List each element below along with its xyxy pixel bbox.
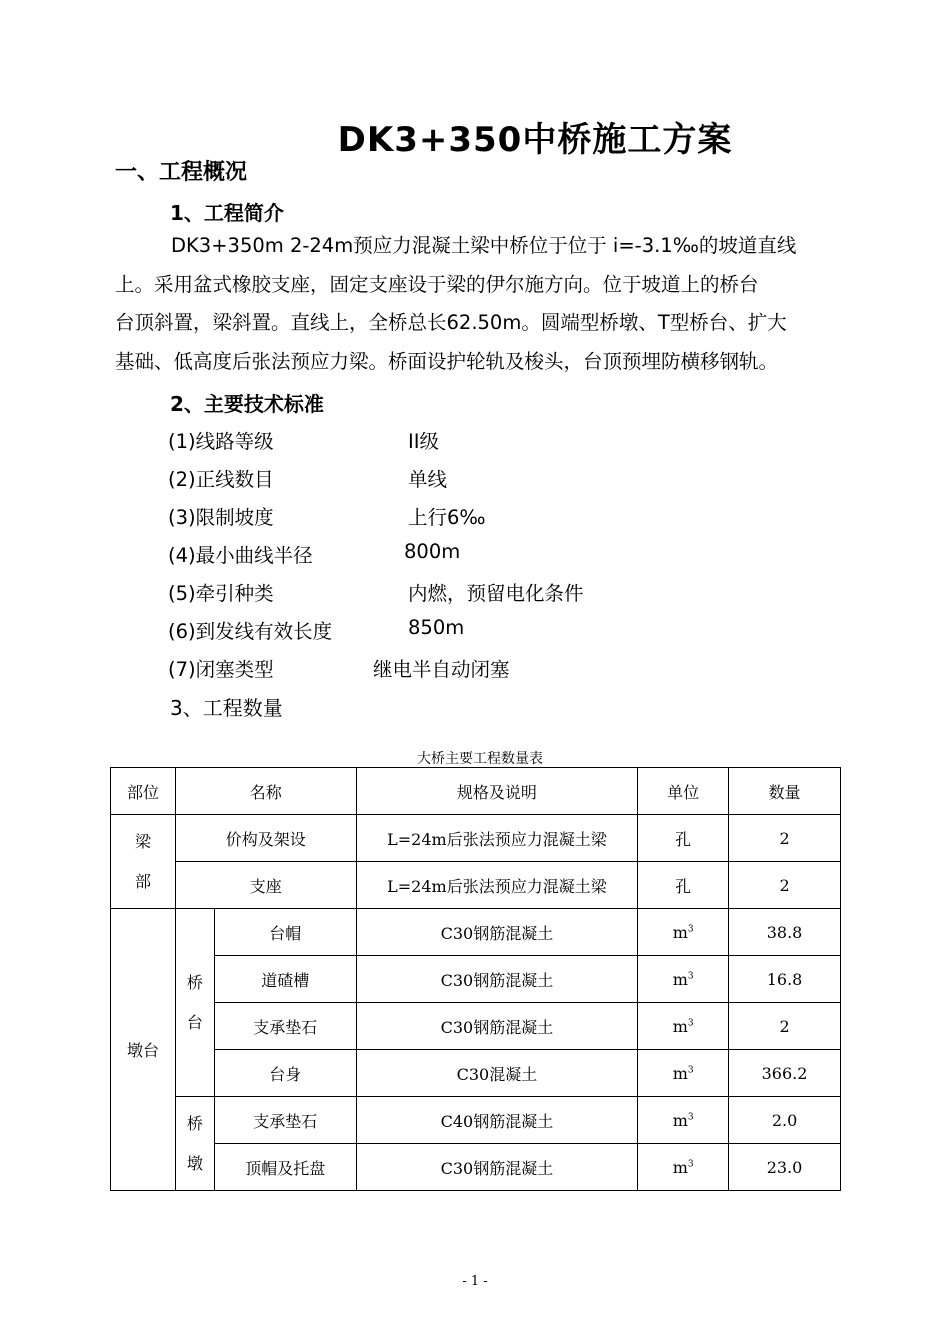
unit-sup: 3 [687, 1159, 694, 1170]
unit-text: m [672, 1016, 688, 1036]
table-caption: 大桥主要工程数量表 [417, 751, 543, 767]
unit-sup: 3 [687, 1018, 694, 1029]
group-char: 梁 [134, 831, 151, 851]
cell-spec: C40钢筋混凝土 [356, 1097, 638, 1144]
subgroup-abutment [175, 909, 214, 1097]
unit-text: m [672, 969, 688, 989]
cell-spec: C30钢筋混凝土 [356, 1144, 638, 1191]
unit-sup: 3 [687, 971, 694, 982]
table-row [111, 1050, 841, 1097]
header-part: 部位 [111, 768, 176, 815]
header-qty: 数量 [729, 768, 841, 815]
cell-spec: L=24m后张法预应力混凝土梁 [356, 815, 638, 862]
header-spec: 规格及说明 [356, 768, 638, 815]
group-pier: 墩台 [111, 909, 176, 1191]
standard-value: 内燃，预留电化条件 [408, 582, 584, 605]
unit-sup: 3 [687, 1065, 694, 1076]
unit-text: m [672, 1157, 688, 1177]
standard-item [168, 540, 461, 568]
cell-qty: 23.0 [729, 1144, 841, 1191]
intro-line: 基础、低高度后张法预应力梁。桥面设护轮轨及梭头，台顶预埋防横移钢轨。 [115, 349, 779, 373]
table-row [111, 862, 841, 909]
unit-text: m [672, 1063, 688, 1083]
table-row [111, 1097, 841, 1144]
cell-name: 道碴槽 [214, 956, 356, 1003]
standard-label: (4)最小曲线半径 [168, 544, 313, 567]
cell-qty: 2 [729, 1003, 841, 1050]
standard-item [168, 464, 448, 492]
header-name: 名称 [175, 768, 356, 815]
cell-qty: 2 [729, 862, 841, 909]
group-beam [111, 815, 176, 909]
intro-paragraph [115, 227, 845, 381]
standard-item [168, 426, 440, 454]
standard-value: II级 [408, 430, 440, 453]
cell-spec: C30钢筋混凝土 [356, 1003, 638, 1050]
group-char: 部 [134, 871, 151, 891]
cell-spec: C30钢筋混凝土 [356, 956, 638, 1003]
table-row [111, 1144, 841, 1191]
section-heading: 一、工程概况 [115, 160, 248, 185]
unit-text: m [672, 1110, 688, 1130]
cell-name: 台身 [214, 1050, 356, 1097]
quantity-table [110, 767, 841, 1191]
unit-sup: 3 [687, 1112, 694, 1123]
standard-label: (5)牵引种类 [168, 582, 274, 605]
standard-item [168, 578, 584, 606]
standard-label: (7)闭塞类型 [168, 658, 274, 681]
cell-unit [638, 1097, 729, 1144]
cell-name: 台帽 [214, 909, 356, 956]
cell-unit [638, 1050, 729, 1097]
table-row [111, 815, 841, 862]
standard-label: (6)到发线有效长度 [168, 620, 333, 643]
subsection-heading-2: 2、主要技术标准 [170, 392, 324, 416]
standard-value: 继电半自动闭塞 [373, 658, 510, 681]
cell-unit: 孔 [638, 862, 729, 909]
cell-name: 支座 [175, 862, 356, 909]
cell-unit [638, 956, 729, 1003]
cell-name: 顶帽及托盘 [214, 1144, 356, 1191]
standard-value: 850m [408, 616, 465, 639]
unit-sup: 3 [687, 924, 694, 935]
cell-name: 价构及架设 [175, 815, 356, 862]
standard-label: (2)正线数目 [168, 468, 274, 491]
standard-value: 上行6‰ [408, 506, 486, 529]
cell-qty: 2.0 [729, 1097, 841, 1144]
cell-unit [638, 1003, 729, 1050]
table-row [111, 909, 841, 956]
cell-unit [638, 909, 729, 956]
cell-spec: L=24m后张法预应力混凝土梁 [356, 862, 638, 909]
cell-qty: 2 [729, 815, 841, 862]
page-number: - 1 - [462, 1274, 488, 1289]
subgroup-pier [175, 1097, 214, 1191]
page-title: DK3+350中桥施工方案 [337, 120, 733, 160]
standard-item [168, 654, 510, 682]
table-row [111, 956, 841, 1003]
intro-line: 上。采用盆式橡胶支座，固定支座设于梁的伊尔施方向。位于坡道上的桥台 [115, 272, 759, 296]
cell-spec: C30钢筋混凝土 [356, 909, 638, 956]
header-unit: 单位 [638, 768, 729, 815]
standard-label: (3)限制坡度 [168, 506, 274, 529]
intro-line: DK3+350m 2-24m预应力混凝土梁中桥位于位于 i=-3.1‰的坡道直线 [171, 234, 797, 257]
table-row [111, 1003, 841, 1050]
subsection-heading-1: 1、工程简介 [170, 201, 284, 225]
cell-qty: 16.8 [729, 956, 841, 1003]
cell-spec: C30混凝土 [356, 1050, 638, 1097]
group-char: 桥 [186, 972, 203, 992]
subsection-heading-3: 3、工程数量 [170, 696, 283, 720]
unit-text: m [672, 922, 688, 942]
cell-unit [638, 1144, 729, 1191]
cell-name: 支承垫石 [214, 1003, 356, 1050]
standard-value: 单线 [408, 468, 448, 491]
group-char: 墩 [186, 1153, 203, 1173]
standard-label: (1)线路等级 [168, 430, 274, 453]
group-char: 台 [186, 1012, 203, 1032]
intro-line: 台顶斜置，梁斜置。直线上，全桥总长62.50m。圆端型桥墩、T型桥台、扩大 [115, 311, 787, 334]
standard-item [168, 502, 486, 530]
cell-name: 支承垫石 [214, 1097, 356, 1144]
cell-qty: 38.8 [729, 909, 841, 956]
cell-qty: 366.2 [729, 1050, 841, 1097]
standard-value: 800m [404, 540, 461, 563]
cell-unit: 孔 [638, 815, 729, 862]
table-header-row [111, 768, 841, 815]
standard-item [168, 616, 465, 644]
group-char: 桥 [186, 1113, 203, 1133]
